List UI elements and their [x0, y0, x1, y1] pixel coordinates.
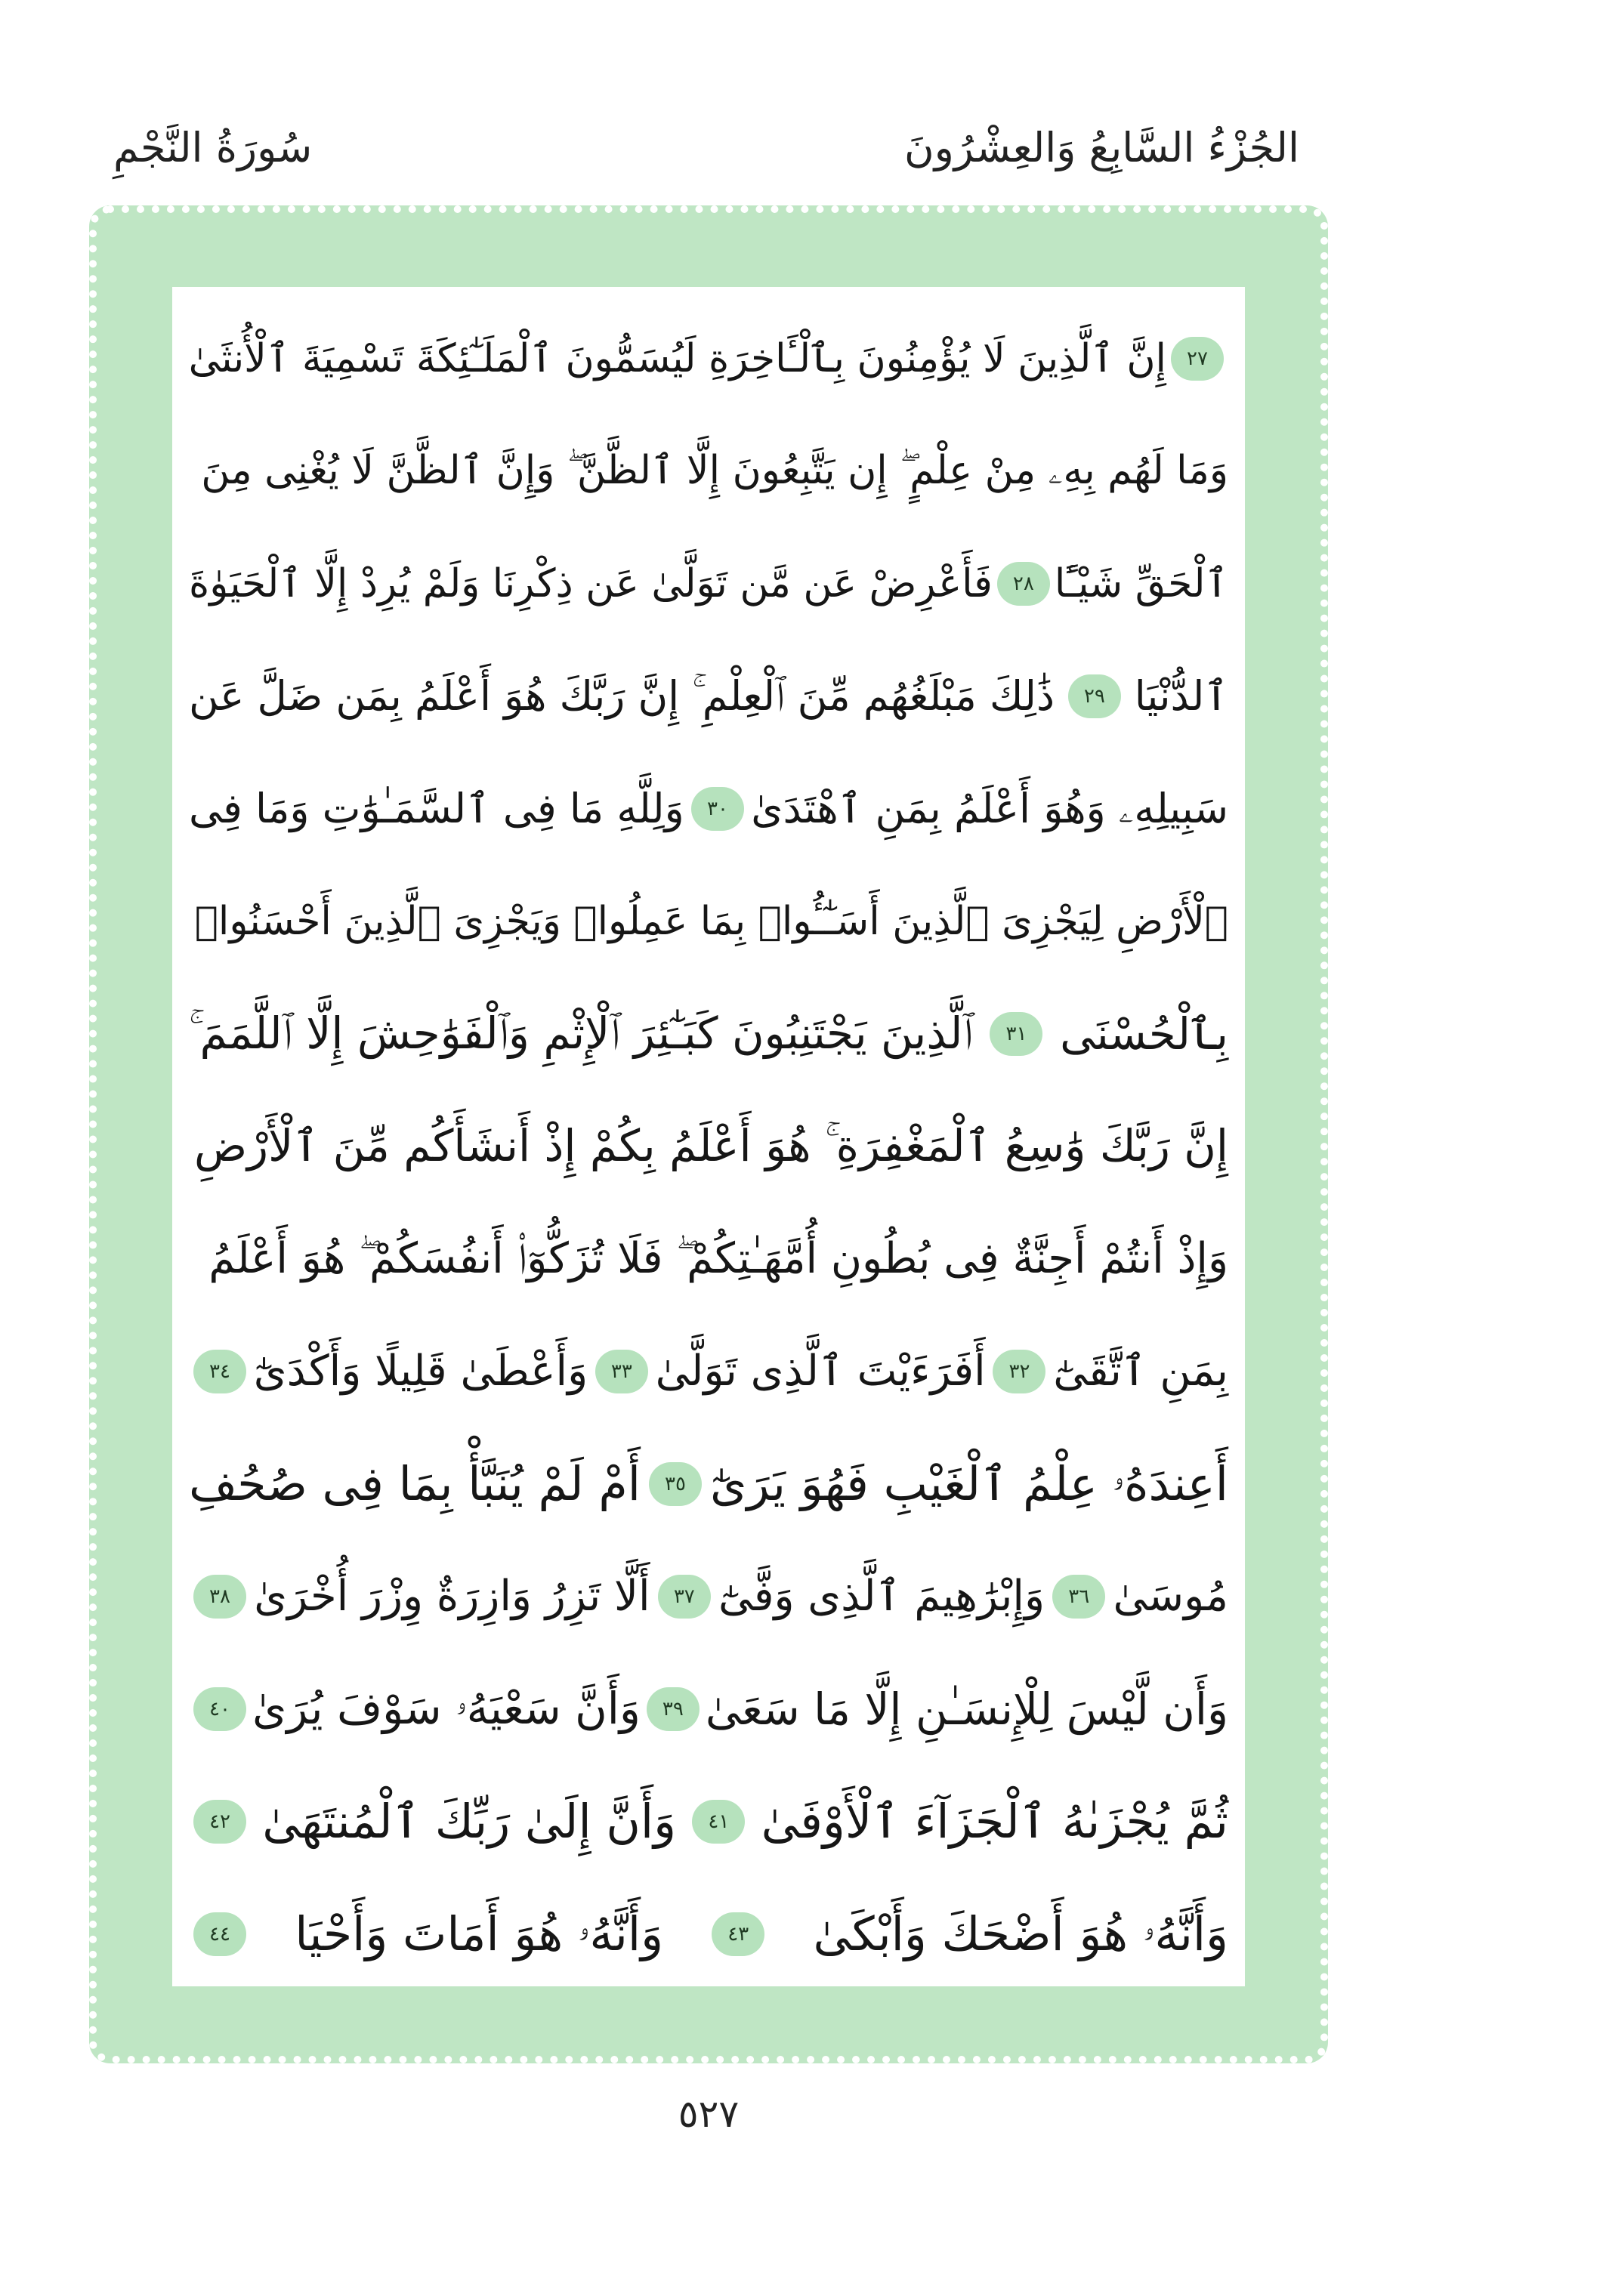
ayah-marker: ٣٩ — [647, 1687, 700, 1731]
verse-text: بِٱلْحُسْنَى — [1060, 1008, 1228, 1060]
verse-line-10 — [189, 1315, 1228, 1427]
verse-line-2 — [189, 415, 1228, 527]
verse-text: وَأَنَّهُۥ هُوَ أَضْحَكَ وَأَبْكَىٰ — [813, 1906, 1228, 1961]
verse-text: أَمْ لَمْ يُنَبَّأْ بِمَا فِى صُحُفِ — [189, 1456, 641, 1511]
verse-line-5 — [189, 752, 1228, 865]
verse-line-9 — [189, 1202, 1228, 1315]
verse-text: وَإِبْرَٰهِيمَ ٱلَّذِى وَفَّىٰٓ — [718, 1572, 1045, 1621]
verse-text: إِنَّ رَبَّكَ وَٰسِعُ ٱلْمَغْفِرَةِ ۚ هُوَ أَعْلَمُ بِكُمْ إِذْ أَنشَأَكُم مِّنَ ٱلْأَرْضِ — [193, 1120, 1228, 1171]
ayah-marker: ٢٧ — [1171, 337, 1224, 381]
verse-line-6 — [189, 865, 1228, 977]
verse-line-11 — [189, 1427, 1228, 1540]
ayah-marker: ٣٥ — [649, 1462, 702, 1506]
ayah-marker: ٤٣ — [712, 1912, 764, 1956]
verse-text: سَبِيلِهِۦ وَهُوَ أَعْلَمُ بِمَنِ ٱهْتَدَىٰ — [751, 784, 1228, 832]
ayah-marker: ٢٨ — [997, 562, 1050, 606]
ayah-marker: ٤٢ — [193, 1800, 246, 1844]
verse-text: أَلَّا تَزِرُ وَازِرَةٌ وِزْرَ أُخْرَىٰ — [254, 1572, 650, 1621]
verse-line-15 — [189, 1878, 1228, 1990]
ayah-marker: ٤١ — [692, 1800, 745, 1844]
verse-text: أَعِندَهُۥ عِلْمُ ٱلْغَيْبِ فَهُوَ يَرَىٰٓ — [709, 1455, 1228, 1511]
ayah-marker: ٣٦ — [1052, 1575, 1105, 1619]
verse-line-8 — [189, 1090, 1228, 1202]
ayah-marker: ٣٨ — [193, 1575, 246, 1619]
verse-text: ثُمَّ يُجْزَىٰهُ ٱلْجَزَآءَ ٱلْأَوْفَىٰ — [761, 1794, 1228, 1849]
verse-text: وَأَنَّ سَعْيَهُۥ سَوْفَ يُرَىٰ — [252, 1683, 641, 1734]
surah-title: سُورَةُ النَّجْمِ — [113, 123, 313, 171]
verse-line-14 — [189, 1765, 1228, 1878]
ayah-marker: ٣٢ — [993, 1350, 1045, 1393]
verse-text: ٱلْحَقِّ شَيْـًٔا — [1054, 560, 1228, 606]
verse-text: وَأَعْطَىٰ قَلِيلًا وَأَكْدَىٰٓ — [253, 1347, 588, 1396]
ayah-marker: ٣٣ — [595, 1350, 648, 1393]
verse-text: وَأَنَّ إِلَىٰ رَبِّكَ ٱلْمُنتَهَىٰ — [262, 1794, 677, 1849]
verse-text: مُوسَىٰ — [1113, 1572, 1228, 1621]
ayah-marker: ٤٠ — [193, 1687, 246, 1731]
verse-line-4 — [189, 640, 1228, 752]
verse-text: ٱلْأَرْضِ لِيَجْزِىَ ٱلَّذِينَ أَسَـٰٓـُٔوا۟ بِمَا عَمِلُوا۟ وَيَجْزِىَ ٱلَّذِينَ أَحْسَنُوا۟ — [194, 898, 1228, 944]
verse-text: وَأَنَّهُۥ هُوَ أَمَاتَ وَأَحْيَا — [295, 1906, 664, 1961]
page-number: ٥٢٧ — [678, 2092, 740, 2136]
verse-line-12 — [189, 1540, 1228, 1653]
verse-text: أَفَرَءَيْتَ ٱلَّذِى تَوَلَّىٰ — [655, 1347, 986, 1396]
page-header — [113, 113, 1299, 181]
verse-text: بِمَنِ ٱتَّقَىٰٓ — [1053, 1347, 1228, 1396]
verse-line-1 — [189, 302, 1228, 415]
verse-line-3 — [189, 527, 1228, 640]
ayah-marker: ٤٤ — [193, 1912, 246, 1956]
verse-line-7 — [189, 977, 1228, 1090]
verse-text: وَأَن لَّيْسَ لِلْإِنسَـٰنِ إِلَّا مَا سَعَىٰ — [705, 1683, 1228, 1735]
ayah-marker: ٣٠ — [691, 787, 744, 831]
verse-text: وَلِلَّهِ مَا فِى ٱلسَّمَـٰوَٰتِ وَمَا فِى — [189, 785, 684, 832]
ayah-marker: ٣١ — [990, 1012, 1042, 1056]
verse-text: ٱلَّذِينَ يَجْتَنِبُونَ كَبَـٰٓئِرَ ٱلْإِثْمِ وَٱلْفَوَٰحِشَ إِلَّا ٱللَّمَمَ ۚ — [189, 1008, 973, 1059]
ayah-marker: ٢٩ — [1068, 674, 1121, 718]
verse-line-13 — [189, 1653, 1228, 1765]
verse-text: ذَٰلِكَ مَبْلَغُهُم مِّنَ ٱلْعِلْمِ ۚ إِنَّ رَبَّكَ هُوَ أَعْلَمُ بِمَن ضَلَّ عَن — [189, 671, 1055, 720]
verse-text: فَأَعْرِضْ عَن مَّن تَوَلَّىٰ عَن ذِكْرِنَا وَلَمْ يُرِدْ إِلَّا ٱلْحَيَوٰةَ — [189, 560, 993, 606]
verse-text: ٱلدُّنْيَا — [1134, 672, 1228, 720]
ayah-marker: ٣٤ — [193, 1350, 246, 1393]
verse-text: وَإِذْ أَنتُمْ أَجِنَّةٌ فِى بُطُونِ أُمَّهَـٰتِكُمْ ۖ فَلَا تُزَكُّوٓا۟ أَنفُسَكُمْ ۖ هُوَ أَعْلَمُ — [208, 1233, 1228, 1283]
juz-title: الجُزْءُ السَّابِعُ وَالعِشْرُونَ — [904, 123, 1299, 171]
verse-lines — [189, 302, 1228, 1990]
verse-text: إِنَّ ٱلَّذِينَ لَا يُؤْمِنُونَ بِٱلْـَٔاخِرَةِ لَيُسَمُّونَ ٱلْمَلَـٰٓئِكَةَ تَسْمِيَةَ ٱلْأُنثَىٰ — [188, 335, 1166, 381]
verse-text: وَمَا لَهُم بِهِۦ مِنْ عِلْمٍ ۖ إِن يَتَّبِعُونَ إِلَّا ٱلظَّنَّ ۖ وَإِنَّ ٱلظَّنَّ لَا يُغْنِى مِنَ — [201, 448, 1228, 493]
ayah-marker: ٣٧ — [658, 1575, 711, 1619]
